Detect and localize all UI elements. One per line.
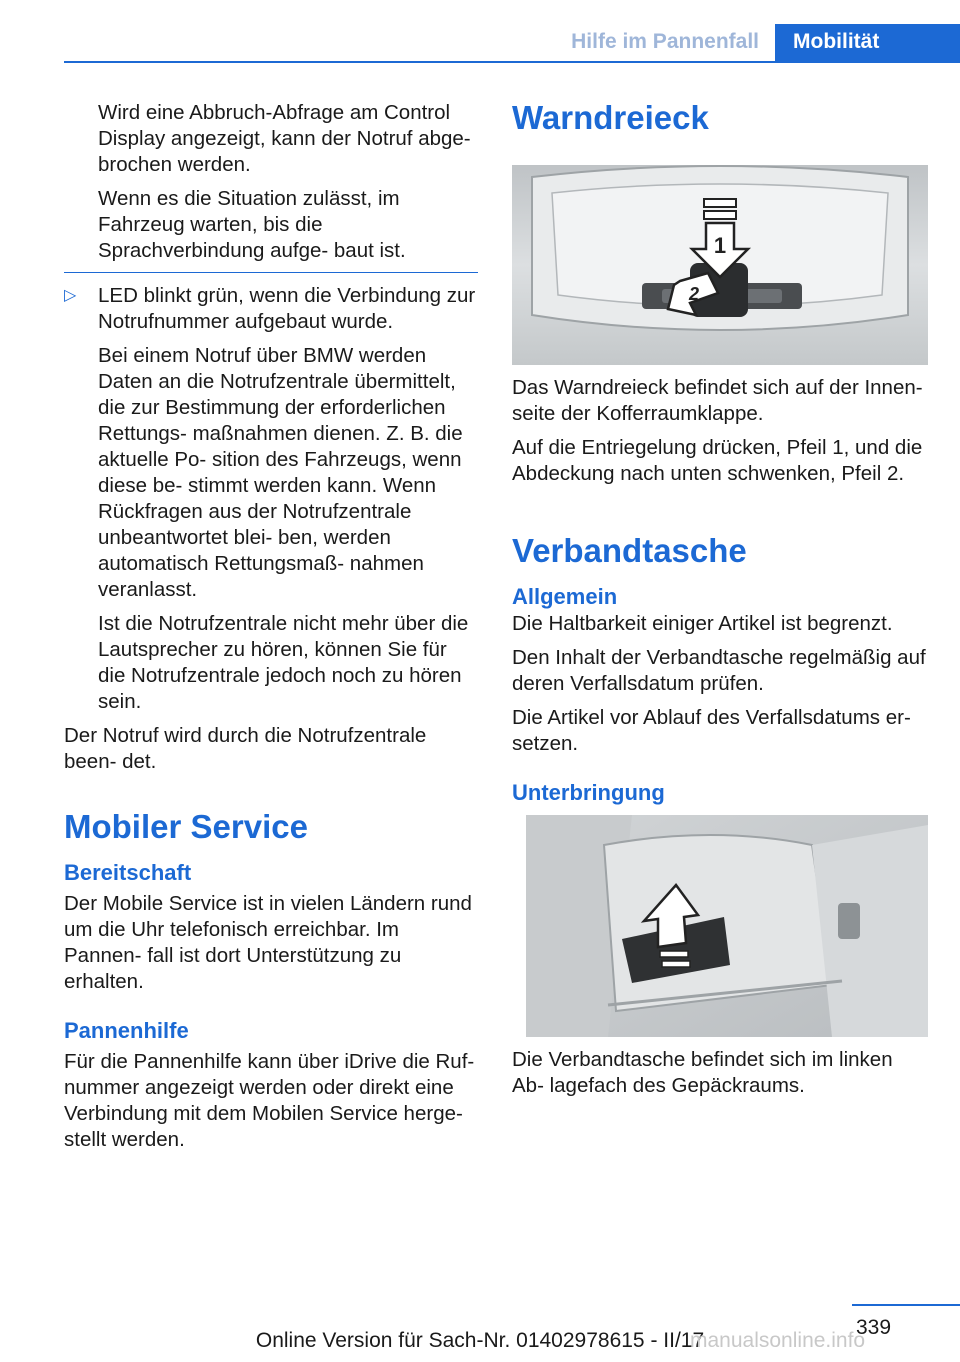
paragraph-daten: Bei einem Notruf über BMW werden Daten an die Notrufzentrale übermittelt, die zur Bestimmung der erforderlichen Rettungs‐ maßnahmen dienen. Z. B. die aktuelle Po‐ sition des Fahrzeugs, wenn diese be‐ stimmt werden kann. Wenn Rückfragen aus der Notrufzentrale unbeantwortet blei‐ ben, werden automatisch Rettungsmaß‐ nahmen veranlasst.	[98, 344, 463, 601]
warndreieck-figure	[512, 165, 928, 365]
paragraph-warndreieck-entriegelung: Auf die Entriegelung drücken, Pfeil 1, und die Abdeckung nach unten schwenken, Pfeil 2.	[512, 436, 923, 485]
list-item-led	[64, 283, 478, 335]
verbandtasche-figure	[512, 815, 928, 1037]
right-column	[512, 100, 928, 1107]
paragraph-haltbarkeit: Die Haltbarkeit einiger Artikel ist begrenzt.	[512, 612, 893, 635]
tab-mobilitaet[interactable]: Mobilität	[775, 24, 960, 62]
bullet-triangle-icon: ▷	[64, 287, 77, 304]
paragraph-ablauf: Die Artikel vor Ablauf des Verfallsdatums er‐ setzen.	[512, 706, 911, 755]
paragraph-abbruch: Wird eine Abbruch-Abfrage am Control Display angezeigt, kann der Notruf abge‐ brochen werden.	[98, 101, 471, 176]
header-tabs	[555, 24, 960, 62]
paragraph-bereitschaft: Der Mobile Service ist in vielen Ländern rund um die Uhr telefonisch erreichbar. Im Pannen‐ fall ist dort Unterstützung zu erhalten.	[64, 892, 472, 993]
online-version-footer: Online Version für Sach-Nr. 01402978615 - II/17	[255, 1329, 705, 1352]
watermark: manualsonline.info	[690, 1329, 866, 1352]
heading-warndreieck: Warndreieck	[512, 99, 709, 136]
heading-bereitschaft: Bereitschaft	[64, 860, 192, 885]
paragraph-verbandtasche-ort: Die Verbandtasche befindet sich im linken Ab‐ lagefach des Gepäckraums.	[512, 1048, 893, 1097]
arrow-2-label: 2	[688, 284, 700, 304]
paragraph-lautsprecher: Ist die Notrufzentrale nicht mehr über die Lautsprecher zu hören, können Sie für die Notrufzentrale jedoch noch zu hören sein.	[98, 612, 469, 713]
tab-hilfe-im-pannenfall[interactable]: Hilfe im Pannenfall	[555, 24, 775, 62]
heading-allgemein: Allgemein	[512, 584, 618, 609]
paragraph-inhalt: Den Inhalt der Verbandtasche regelmäßig auf deren Verfallsdatum prüfen.	[512, 646, 926, 695]
page-number: 339	[856, 1316, 892, 1339]
paragraph-beendet: Der Notruf wird durch die Notrufzentrale been‐ det.	[64, 724, 427, 773]
heading-verbandtasche: Verbandtasche	[512, 532, 747, 569]
heading-mobiler-service: Mobiler Service	[64, 808, 308, 845]
header-rule	[64, 61, 960, 63]
arrow-1-label: 1	[713, 233, 727, 258]
paragraph-pannenhilfe: Für die Pannenhilfe kann über iDrive die Ruf‐ nummer angezeigt werden oder direkt eine Verbindung mit dem Mobilen Service herge‐ stellt werden.	[64, 1050, 475, 1151]
heading-pannenhilfe: Pannenhilfe	[64, 1018, 189, 1043]
list-item-led-text: LED blinkt grün, wenn die Verbindung zur Notrufnummer aufgebaut wurde.	[98, 284, 476, 333]
list-divider	[64, 272, 478, 273]
page-number-rule	[852, 1304, 960, 1306]
left-column	[64, 100, 478, 1161]
paragraph-warten: Wenn es die Situation zulässt, im Fahrzeug warten, bis die Sprachverbindung aufge‐ baut ist.	[98, 187, 406, 262]
paragraph-warndreieck-ort: Das Warndreieck befindet sich auf der Innen‐ seite der Kofferraumklappe.	[512, 376, 923, 425]
heading-unterbringung: Unterbringung	[512, 780, 665, 805]
